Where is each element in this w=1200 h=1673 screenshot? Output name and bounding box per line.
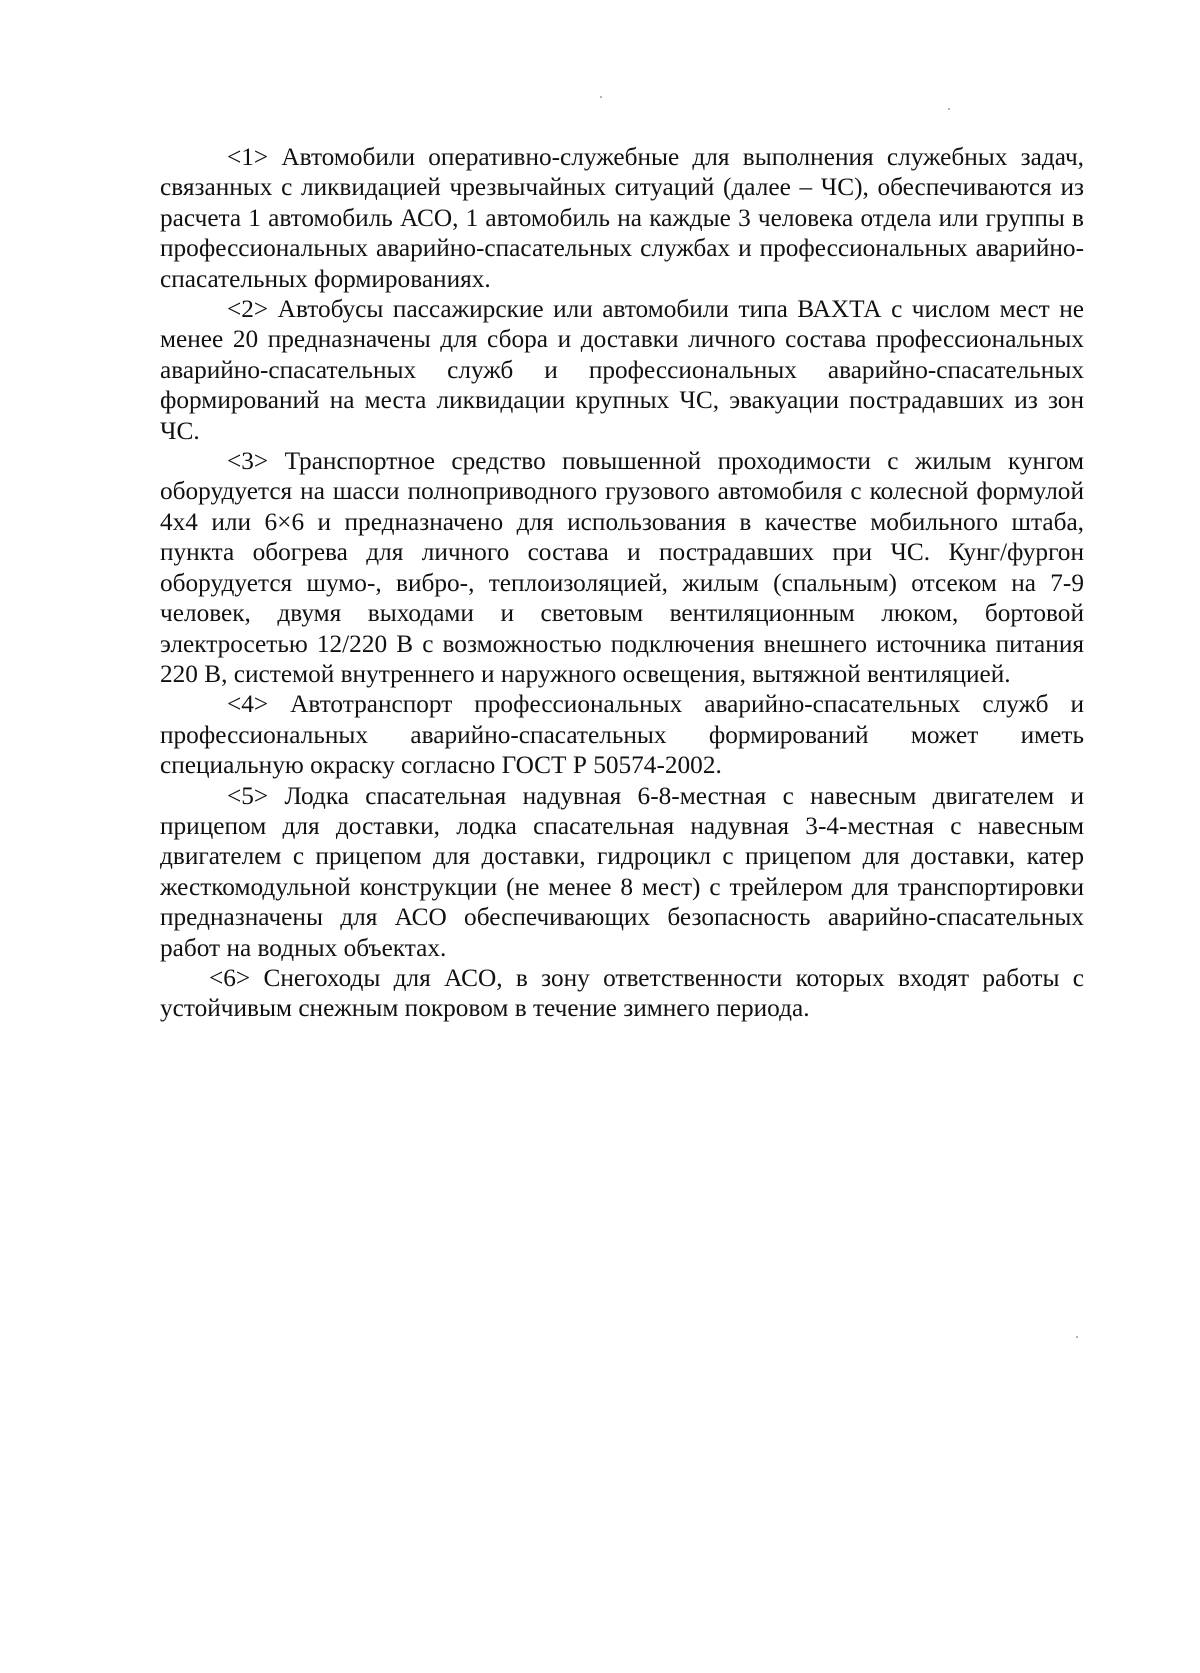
scan-speck <box>948 108 950 110</box>
footnote-2: <2> Автобусы пассажирские или автомобили типа ВАХТА с числом мест не менее 20 предназначены для сбора и доставки личного состава профессиональных аварийно-спасательных служб и профессиональных аварийно-спасательных формирований на места ликвидации крупных ЧС, эвакуации пострадавших из зон ЧС. <box>160 295 1084 445</box>
footnote-5: <5> Лодка спасательная надувная 6-8-местная с навесным двигателем и прицепом для доставки, лодка спасательная надувная 3-4-местная с навесным двигателем с прицепом для доставки, гидроцикл с прицепом для доставки, катер жесткомодульной конструкции (не менее 8 мест) с трейлером для транспортировки предназначены для АСО обеспечивающих безопасность аварийно-спасательных работ на водных объектах. <box>160 781 1084 962</box>
footnote-3: <3> Транспортное средство повышенной проходимости с жилым кунгом оборудуется на шасси полноприводного грузового автомобиля с колесной формулой 4х4 или 6×6 и предназначено для использования в качестве мобильного штаба, пункта обогрева для личного состава и пострадавших при ЧС. Кунг/фургон оборудуется шумо-, вибро-, теплоизоляцией, жилым (спальным) отсеком на 7-9 человек, двумя выходами и световым вентиляционным люком, бортовой электросетью 12/220 В с возможностью подключения внешнего источника питания 220 В, системой внутреннего и наружного освещения, вытяжной вентиляцией. <box>160 447 1084 688</box>
footnotes-block <box>160 142 1084 1024</box>
footnote-6: <6> Снегоходы для АСО, в зону ответственности которых входят работы с устойчивым снежным покровом в течение зимнего периода. <box>160 963 1084 1023</box>
footnote-1: <1> Автомобили оперативно-служебные для выполнения служебных задач, связанных с ликвидацией чрезвычайных ситуаций (далее – ЧС), обеспечиваются из расчета 1 автомобиль АСО, 1 автомобиль на каждые 3 человека отдела или группы в профессиональных аварийно-спасательных службах и профессиональных аварийно-спасательных формированиях. <box>160 143 1084 293</box>
scan-speck <box>1076 1336 1078 1338</box>
footnote-4: <4> Автотранспорт профессиональных аварийно-спасательных служб и профессиональных аварийно-спасательных формирований может иметь специальную окраску согласно ГОСТ Р 50574-2002. <box>160 690 1084 780</box>
scan-speck <box>600 96 602 98</box>
